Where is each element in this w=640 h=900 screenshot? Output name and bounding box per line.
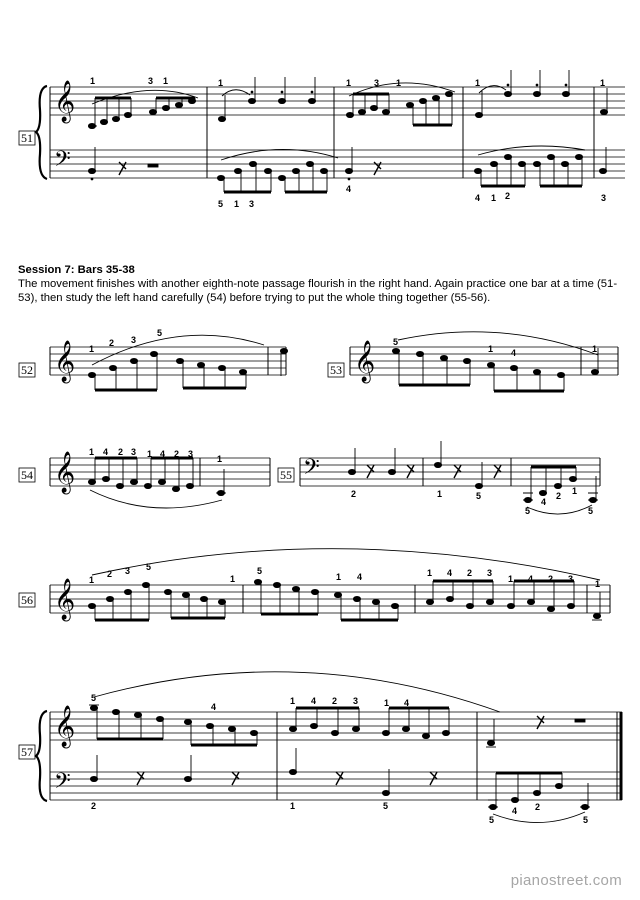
- exercise-53: [328, 332, 618, 391]
- bar-number: 55: [280, 468, 292, 482]
- fingering: 1: [595, 579, 601, 589]
- fingering: 3: [568, 574, 574, 584]
- fingering: 5: [583, 815, 589, 825]
- fingering: 5: [257, 566, 263, 576]
- fingering: 1: [491, 193, 497, 203]
- fingering: 3: [188, 449, 194, 459]
- bar-number: 51: [21, 131, 33, 145]
- bar-number: 56: [21, 593, 33, 607]
- treble-clef-icon: 𝄞: [54, 452, 76, 493]
- bass-clef-icon: 𝄢: [54, 147, 71, 177]
- bar-number: 52: [21, 363, 33, 377]
- watermark: pianostreet.com: [510, 872, 622, 889]
- fingering: 2: [107, 569, 113, 579]
- fingering: 3: [487, 568, 493, 578]
- fingering: 5: [588, 506, 594, 516]
- exercise-56: [19, 549, 610, 621]
- bar-number: 57: [21, 745, 33, 759]
- fingering: 5: [157, 328, 163, 338]
- exercise-54: [19, 447, 270, 508]
- fingering: 1: [217, 454, 223, 464]
- fingering: 1: [218, 78, 224, 88]
- fingering: 1: [475, 78, 481, 88]
- fingering: 2: [118, 447, 124, 457]
- fingering: 2: [332, 696, 338, 706]
- fingering: 4: [475, 193, 481, 203]
- treble-clef-icon: 𝄞: [54, 706, 76, 747]
- fingering: 3: [131, 335, 137, 345]
- fingering: 3: [249, 199, 255, 209]
- fingering: 1: [427, 568, 433, 578]
- fingering: 4: [541, 497, 547, 507]
- fingering: 4: [357, 572, 363, 582]
- fingering: 4: [512, 806, 518, 816]
- fingering: 2: [556, 491, 562, 501]
- fingering: 5: [383, 801, 389, 811]
- fingering: 1: [384, 698, 390, 708]
- fingering: 3: [601, 193, 607, 203]
- fingering: 1: [592, 344, 598, 354]
- fingering: 4: [528, 574, 534, 584]
- fingering: 1: [89, 575, 95, 585]
- fingering: 1: [147, 449, 153, 459]
- fingering: 4: [447, 568, 453, 578]
- fingering: 1: [336, 572, 342, 582]
- treble-clef-icon: 𝄞: [54, 341, 76, 382]
- fingering: 1: [488, 344, 494, 354]
- exercise-52: [19, 328, 288, 390]
- fingering: 1: [572, 486, 578, 496]
- fingering: 1: [396, 78, 402, 88]
- fingering: 1: [600, 78, 606, 88]
- fingering: 5: [489, 815, 495, 825]
- fingering: 1: [234, 199, 240, 209]
- session-text-block: [18, 263, 628, 305]
- treble-clef-icon: 𝄞: [354, 341, 376, 382]
- session-description: The movement finishes with another eighth-note passage flourish in the right hand. Again practice one bar at a time (51-53), then study the left hand carefully (54) before trying to put the whole thing together (55-56).: [18, 278, 618, 304]
- fingering: 4: [404, 698, 410, 708]
- treble-clef-icon: 𝄞: [54, 579, 76, 620]
- bar-number: 54: [21, 468, 33, 482]
- fingering: 2: [109, 338, 115, 348]
- fingering: 1: [437, 489, 443, 499]
- fingering: 4: [346, 184, 352, 194]
- fingering: 5: [476, 491, 482, 501]
- fingering: 4: [103, 447, 109, 457]
- fingering: 1: [346, 78, 352, 88]
- bass-clef-icon: 𝄢: [303, 455, 320, 485]
- fingering: 2: [91, 801, 97, 811]
- fingering: 4: [211, 702, 217, 712]
- fingering: 3: [131, 447, 137, 457]
- fingering: 3: [374, 78, 380, 88]
- fingering: 2: [505, 191, 511, 201]
- fingering: 2: [548, 574, 554, 584]
- session-title: Session 7: Bars 35-38: [18, 264, 135, 276]
- fingering: 2: [535, 802, 541, 812]
- fingering: 1: [230, 574, 236, 584]
- fingering: 5: [525, 506, 531, 516]
- fingering: 1: [290, 696, 296, 706]
- fingering: 1: [89, 344, 95, 354]
- exercise-55: [278, 441, 600, 516]
- exercise-51: [19, 70, 625, 209]
- fingering: 5: [393, 337, 399, 347]
- fingering: 2: [467, 568, 473, 578]
- bar-number: 53: [330, 363, 342, 377]
- exercise-57: [19, 672, 622, 825]
- fingering: 1: [89, 447, 95, 457]
- bass-clef-icon: 𝄢: [54, 769, 71, 799]
- fingering: 1: [90, 76, 96, 86]
- fingering: 2: [351, 489, 357, 499]
- fingering: 5: [91, 693, 97, 703]
- fingering: 5: [146, 562, 152, 572]
- fingering: 3: [125, 566, 131, 576]
- fingering: 1: [163, 76, 169, 86]
- fingering: 2: [174, 449, 180, 459]
- fingering: 3: [148, 76, 154, 86]
- fingering: 4: [311, 696, 317, 706]
- fingering: 4: [511, 348, 517, 358]
- fingering: 5: [218, 199, 224, 209]
- fingering: 1: [290, 801, 296, 811]
- fingering: 1: [508, 574, 514, 584]
- treble-clef-icon: 𝄞: [54, 81, 76, 122]
- fingering: 3: [353, 696, 359, 706]
- fingering: 4: [160, 449, 166, 459]
